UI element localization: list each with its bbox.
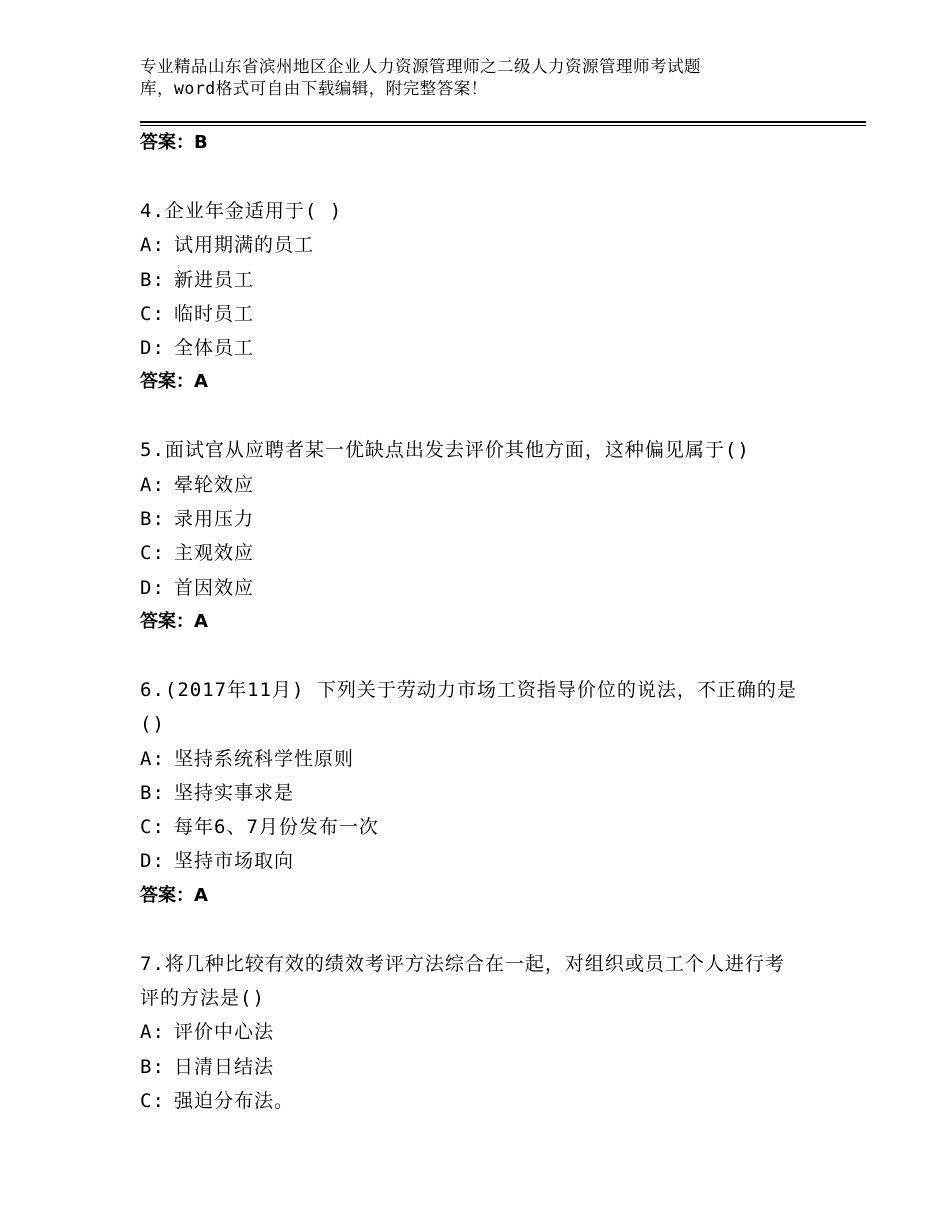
option-b xyxy=(140,502,800,536)
option-c xyxy=(140,1084,800,1118)
question-block xyxy=(140,673,800,913)
header-divider-thick xyxy=(140,121,866,123)
option-text: 坚持系统科学性原则 xyxy=(174,747,355,770)
option-letter: C: xyxy=(140,302,165,325)
question-block xyxy=(140,433,800,638)
option-letter: B: xyxy=(140,268,165,291)
option-letter: A: xyxy=(140,473,165,496)
option-text: 录用压力 xyxy=(174,508,255,531)
question-stem: 6.(2017年11月) 下列关于劳动力市场工资指导价位的说法，不正确的是() xyxy=(140,678,797,736)
question-stem: 4.企业年金适用于( ) xyxy=(140,200,343,222)
option-d xyxy=(140,331,800,365)
spacer xyxy=(140,913,800,947)
option-text: 日清日结法 xyxy=(174,1055,275,1078)
answer-line: 答案：A xyxy=(140,610,208,632)
option-b xyxy=(140,263,800,297)
spacer xyxy=(140,399,800,433)
option-text: 试用期满的员工 xyxy=(174,234,315,257)
spacer xyxy=(140,160,800,194)
answer-line: 答案：A xyxy=(140,884,208,906)
option-a xyxy=(140,1015,800,1049)
option-letter: C: xyxy=(140,1089,165,1112)
option-c xyxy=(140,297,800,331)
option-a xyxy=(140,468,800,502)
question-list xyxy=(140,126,800,1118)
option-text: 坚持市场取向 xyxy=(174,850,295,873)
answer-line: 答案：A xyxy=(140,371,208,393)
option-text: 每年6、7月份发布一次 xyxy=(174,816,379,839)
spacer xyxy=(140,639,800,673)
question-stem: 7.将几种比较有效的绩效考评方法综合在一起，对组织或员工个人进行考评的方法是() xyxy=(140,952,785,1010)
option-d xyxy=(140,571,800,605)
option-a xyxy=(140,742,800,776)
option-letter: C: xyxy=(140,816,165,839)
option-letter: A: xyxy=(140,234,165,257)
option-letter: B: xyxy=(140,1055,165,1078)
option-text: 新进员工 xyxy=(174,268,255,291)
option-text: 全体员工 xyxy=(174,337,255,360)
option-text: 临时员工 xyxy=(174,302,255,325)
option-d xyxy=(140,844,800,878)
option-letter: B: xyxy=(140,781,165,804)
option-b xyxy=(140,776,800,810)
option-text: 评价中心法 xyxy=(174,1021,275,1044)
page-header xyxy=(140,56,780,100)
header-line-2: 库，word格式可自由下载编辑，附完整答案！ xyxy=(140,79,488,98)
option-text: 强迫分布法。 xyxy=(174,1089,295,1112)
option-letter: D: xyxy=(140,337,165,360)
option-text: 坚持实事求是 xyxy=(174,781,295,804)
header-line-1: 专业精品山东省滨州地区企业人力资源管理师之二级人力资源管理师考试题 xyxy=(140,57,701,76)
option-letter: C: xyxy=(140,542,165,565)
option-letter: A: xyxy=(140,747,165,770)
option-text: 晕轮效应 xyxy=(174,473,255,496)
option-letter: A: xyxy=(140,1021,165,1044)
option-letter: D: xyxy=(140,850,165,873)
question-block xyxy=(140,947,800,1118)
previous-answer: 答案：B xyxy=(140,132,208,153)
option-letter: B: xyxy=(140,508,165,531)
question-block xyxy=(140,194,800,399)
option-a xyxy=(140,228,800,262)
question-stem: 5.面试官从应聘者某一优缺点出发去评价其他方面，这种偏见属于() xyxy=(140,439,750,462)
option-b xyxy=(140,1050,800,1084)
option-letter: D: xyxy=(140,576,165,599)
option-text: 主观效应 xyxy=(174,542,255,565)
option-c xyxy=(140,810,800,844)
option-text: 首因效应 xyxy=(174,576,255,599)
option-c xyxy=(140,536,800,570)
